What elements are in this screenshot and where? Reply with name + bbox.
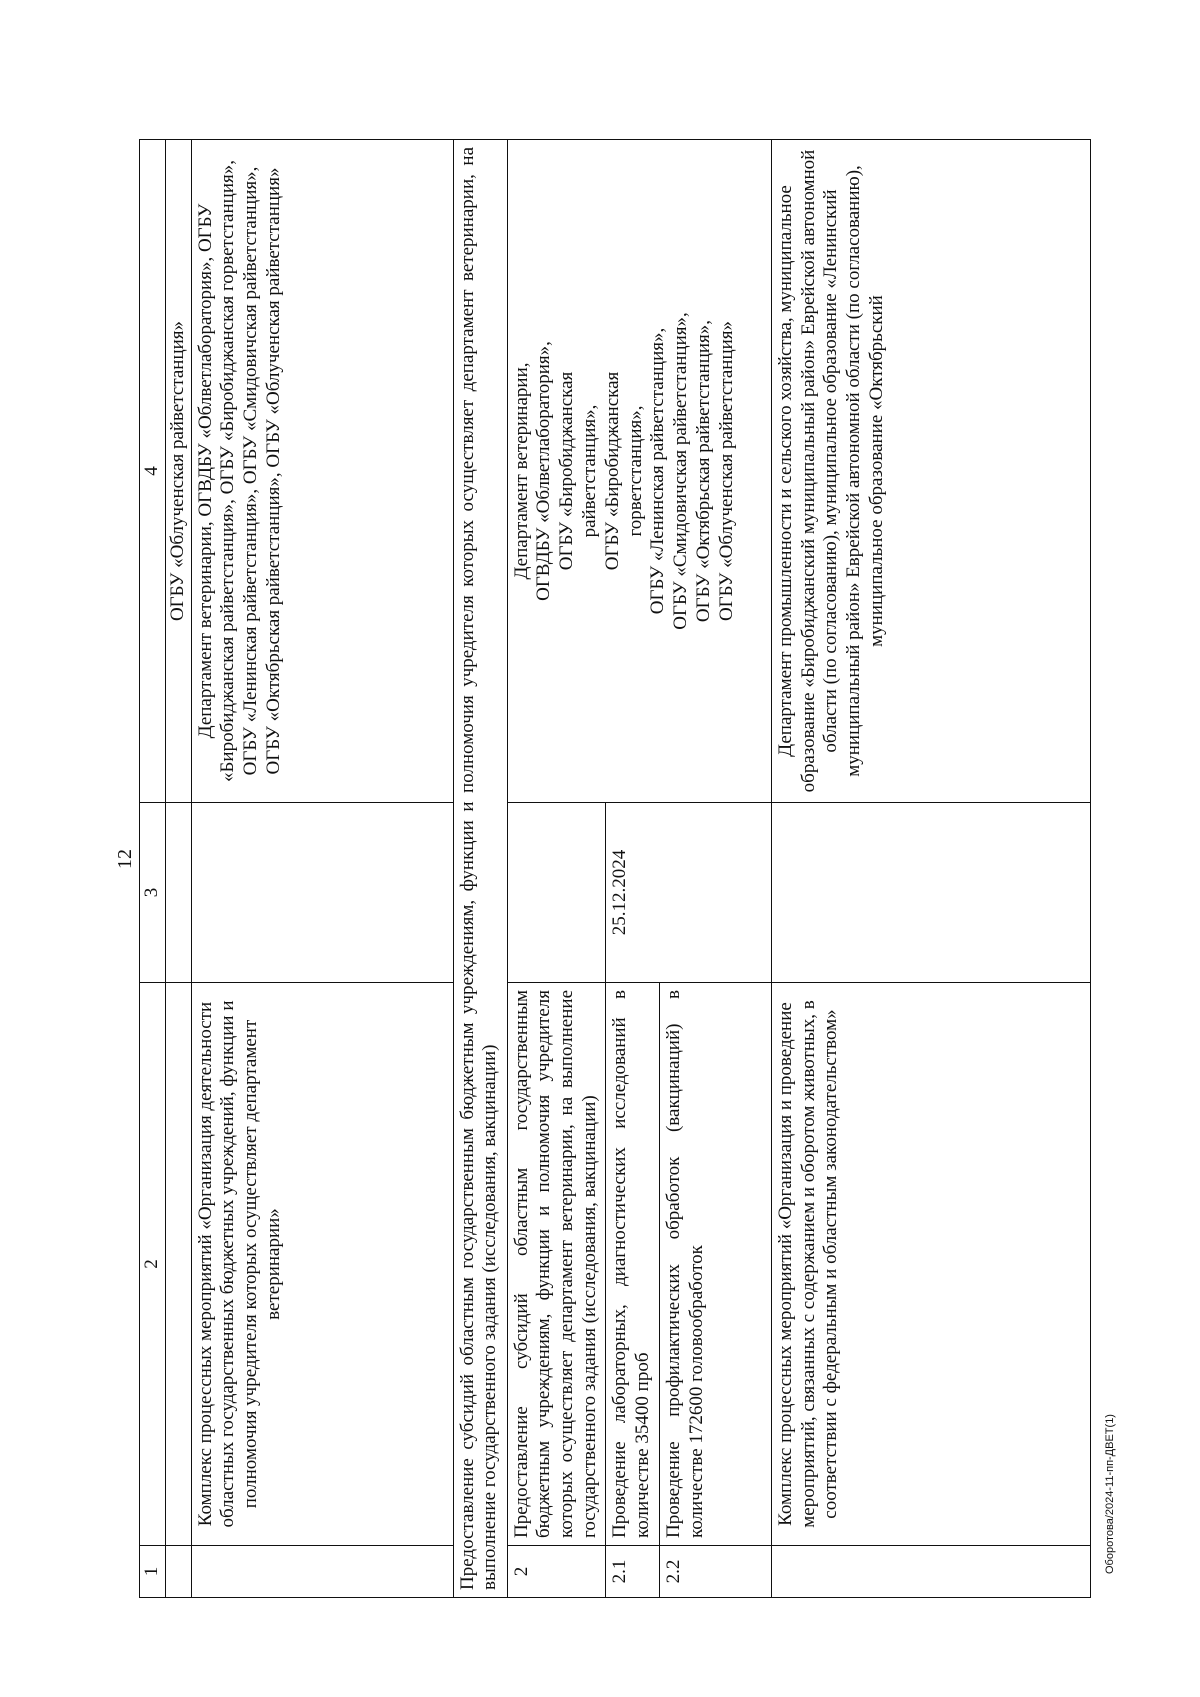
responsible-line: ОГБУ «Биробиджанская	[601, 371, 623, 571]
table-row-complex-1	[191, 140, 453, 1598]
cell-c1	[165, 1546, 191, 1598]
responsible-line: ОГБУ «Смидовичская райветстанция»,	[670, 312, 692, 630]
measures-table	[139, 139, 1091, 1598]
cell-deadline	[771, 803, 1090, 983]
table-header-row	[140, 140, 166, 1598]
cell-measure: Предоставление субсидий областным государственным бюджетным учреждениям, функции и полномочия учредителя которых осуществляет департамент ветеринарии, на выполнение государственного задания (исследования, вакцинации)	[507, 983, 605, 1546]
cell-c1	[191, 1546, 453, 1598]
cell-responsible: Департамент ветеринарии, ОГВДБУ «Облветлаборатория», ОГБУ «Биробиджанская райветстанция», ОГБУ «Биробиджанская горветстанция», ОГБУ «Ленинская райветстанция», ОГБУ «Смидовичская райветстанция», ОГБУ «Октябрьская райветстанция», ОГБУ «Облученская райветстанция»	[191, 140, 453, 803]
cell-deadline	[507, 803, 605, 983]
cell-number: 2.2	[659, 1546, 771, 1598]
cell-deadline: 25.12.2024	[605, 803, 771, 983]
column-header-2: 2	[140, 983, 166, 1546]
table-row-carryover	[165, 140, 191, 1598]
column-header-3: 3	[140, 803, 166, 983]
responsible-line: ОГБУ «Ленинская райветстанция»,	[647, 327, 669, 615]
responsible-line: райветстанция»,	[578, 404, 600, 538]
cell-responsible: ОГБУ «Облученская райветстанция»	[165, 140, 191, 803]
responsible-line: ОГБУ «Облученская райветстанция»	[715, 320, 737, 622]
page-number: 12	[114, 849, 136, 869]
cell-c1	[771, 1546, 1090, 1598]
responsible-line: горветстанция»,	[624, 405, 646, 537]
responsible-line: ОГБУ «Октябрьская райветстанция»,	[692, 319, 714, 623]
section-heading: Предоставление субсидий областным государственным бюджетным учреждениям, функции и полномочия учредителя которых осуществляет департамент ветеринарии, на выполнение государственного задания (исследования, вакцинации)	[453, 140, 507, 1598]
responsible-line: ОГВДБУ «Облветлаборатория»,	[533, 341, 555, 601]
document-code: Оборотова/2024-11-пп-ДВЕТ(1)	[1104, 1414, 1116, 1574]
table-row-2	[507, 140, 605, 1598]
table-row-section	[453, 140, 507, 1598]
cell-complex-title: Комплекс процессных мероприятий «Организация деятельности областных государственных бюджетных учреждений, функции и полномочия учредителя которых осуществляет департамент ветеринарии»	[191, 983, 453, 1546]
cell-responsible	[507, 140, 771, 803]
responsible-line: ОГБУ «Биробиджанская	[556, 371, 578, 571]
cell-number: 2	[507, 1546, 605, 1598]
column-header-1: 1	[140, 1546, 166, 1598]
cell-measure: Проведение профилактических обработок (вакцинаций) в количестве 172600 головообработок	[659, 983, 771, 1546]
cell-measure: Проведение лабораторных, диагностических исследований в количестве 35400 проб	[605, 983, 659, 1546]
column-header-4: 4	[140, 140, 166, 803]
measures-table-wrapper	[139, 140, 1091, 1598]
table-row-complex-2	[771, 140, 1090, 1598]
cell-number: 2.1	[605, 1546, 659, 1598]
cell-c3	[165, 803, 191, 983]
cell-complex-title: Комплекс процессных мероприятий «Организация и проведение мероприятий, связанных с содержанием и оборотом животных, в соответствии с федеральным и областным законодательством»	[771, 983, 1090, 1546]
cell-deadline	[191, 803, 453, 983]
cell-c2	[165, 983, 191, 1546]
cell-responsible: Департамент промышленности и сельского хозяйства, муниципальное образование «Биробиджанский муниципальный район» Еврейской автономной области (по согласованию), муниципальное образование «Ленинский муниципальный район» Еврейской автономной области (по согласованию), муниципальное образование «Октябрьский	[771, 140, 1090, 803]
responsible-line: Департамент ветеринарии,	[510, 362, 532, 580]
